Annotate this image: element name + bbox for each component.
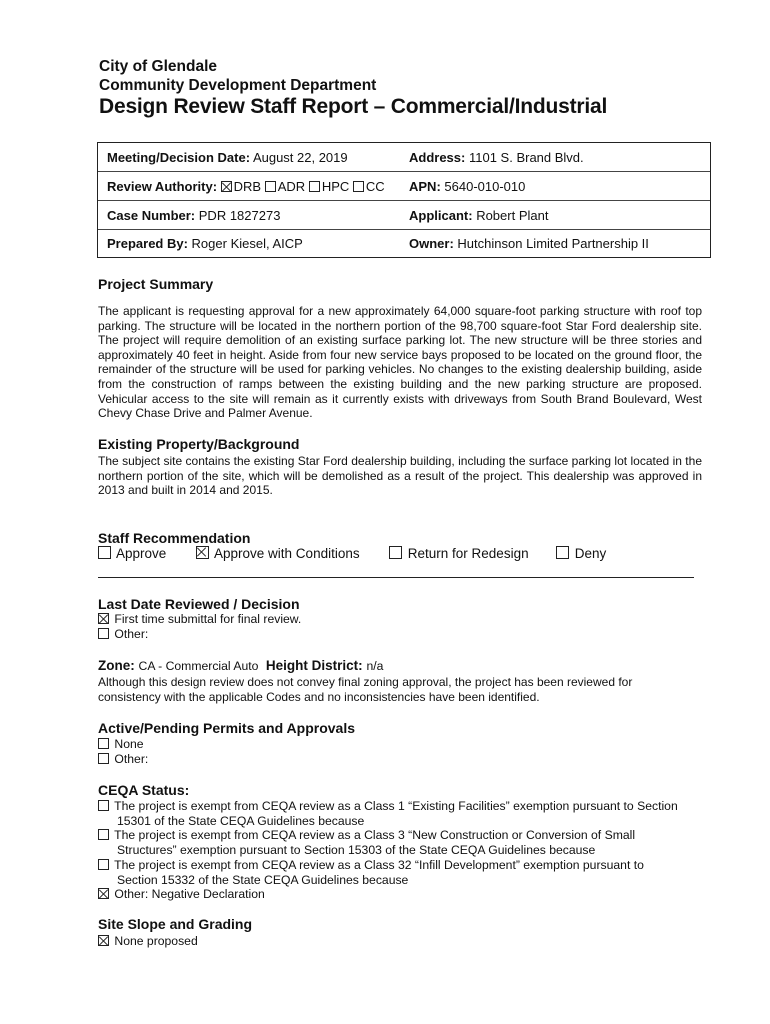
last-reviewed-item-other[interactable]: Other: (98, 627, 148, 641)
report-title: Design Review Staff Report – Commercial/Industrial (99, 95, 608, 118)
ceqa-item-other[interactable]: Other: Negative Declaration (98, 887, 265, 901)
ceqa-heading: CEQA Status: (98, 782, 190, 798)
zone-text: Although this design review does not convey final zoning approval, the project has been reviewed for consistency with the applicable Codes and no inconsistencies have been identified. (98, 675, 633, 704)
zone-line: Zone: CA - Commercial Auto Height District: n/a (98, 658, 384, 673)
checkbox-icon (98, 753, 109, 764)
checkbox-icon (98, 859, 109, 870)
checkbox-icon (556, 546, 569, 559)
background-heading: Existing Property/Background (98, 436, 300, 452)
review-authority: Review Authority: DRB ADR HPC CC (107, 179, 385, 194)
option-approve-with-conditions[interactable]: Approve with Conditions (196, 546, 360, 561)
checkbox-icon (309, 181, 320, 192)
ceqa-item-class32[interactable]: The project is exempt from CEQA review as a Class 32 “Infill Development” exemption pursuant to (98, 858, 644, 872)
org-name: City of Glendale (99, 58, 217, 75)
background-text: The subject site contains the existing Star Ford dealership building, including the surface parking lot located in the northern portion of the site, which will be demolished as a result of the project. This dealership was approved in 2013 and built in 2014 and 2015. (98, 454, 702, 498)
checkbox-icon (98, 546, 111, 559)
authority-drb[interactable]: DRB (221, 179, 261, 194)
last-reviewed-item-first-submittal[interactable]: First time submittal for final review. (98, 612, 301, 626)
checkbox-icon (98, 738, 109, 749)
apn: APN: 5640-010-010 (409, 179, 526, 194)
ceqa-item-class3[interactable]: The project is exempt from CEQA review as a Class 3 “New Construction or Conversion of Small (98, 828, 635, 842)
divider (98, 577, 694, 578)
case-number: Case Number: PDR 1827273 (107, 208, 281, 223)
permits-heading: Active/Pending Permits and Approvals (98, 720, 355, 736)
checkbox-checked-icon (221, 181, 232, 192)
meeting-date: Meeting/Decision Date: August 22, 2019 (107, 150, 348, 165)
ceqa-item-class3-cont: Structures” exemption pursuant to Section 15303 of the State CEQA Guidelines because (117, 843, 596, 857)
checkbox-checked-icon (98, 935, 109, 946)
checkbox-icon (265, 181, 276, 192)
checkbox-icon (98, 800, 109, 811)
checkbox-checked-icon (98, 613, 109, 624)
ceqa-item-class1-cont: 15301 of the State CEQA Guidelines because (117, 814, 365, 828)
option-approve[interactable]: Approve (98, 546, 166, 561)
authority-hpc[interactable]: HPC (309, 179, 349, 194)
info-box (97, 142, 711, 258)
staff-recommendation-heading: Staff Recommendation (98, 530, 251, 546)
permits-item-none[interactable]: None (98, 737, 144, 751)
site-slope-item-none[interactable]: None proposed (98, 934, 198, 948)
permits-item-other[interactable]: Other: (98, 752, 148, 766)
authority-cc[interactable]: CC (353, 179, 385, 194)
checkbox-icon (98, 628, 109, 639)
site-slope-heading: Site Slope and Grading (98, 916, 253, 932)
applicant: Applicant: Robert Plant (409, 208, 549, 223)
authority-adr[interactable]: ADR (265, 179, 305, 194)
option-deny[interactable]: Deny (556, 546, 606, 561)
checkbox-icon (353, 181, 364, 192)
checkbox-checked-icon (98, 888, 109, 899)
prepared-by: Prepared By: Roger Kiesel, AICP (107, 236, 303, 251)
checkbox-checked-icon (196, 546, 209, 559)
checkbox-icon (98, 829, 109, 840)
option-return-for-redesign[interactable]: Return for Redesign (389, 546, 529, 561)
address: Address: 1101 S. Brand Blvd. (409, 150, 584, 165)
ceqa-item-class32-cont: Section 15332 of the State CEQA Guidelines because (117, 873, 409, 887)
owner: Owner: Hutchinson Limited Partnership II (409, 236, 649, 251)
ceqa-item-class1[interactable]: The project is exempt from CEQA review as a Class 1 “Existing Facilities” exemption pursuant to Section (98, 799, 678, 813)
department-name: Community Development Department (99, 77, 377, 94)
checkbox-icon (389, 546, 402, 559)
last-reviewed-heading: Last Date Reviewed / Decision (98, 596, 300, 612)
project-summary-text: The applicant is requesting approval for a new approximately 64,000 square-foot parking structure with roof top parking. The structure will be located in the northern portion of the 98,700 square-foot Star Ford dealership site. The project will require demolition of an existing surface parking lot. The new structure will be three stories and approximately 40 feet in height. Aside from four new service bays proposed to be located on the ground floor, the remainder of the structure will be used for parking vehicles. No changes to the existing dealership building, aside from the construction of ramps between the existing building and the new parking structure are proposed. Vehicular access to the site will remain as it currently exists with driveways from South Brand Boulevard, West Chevy Chase Drive and Palmer Avenue. (98, 304, 702, 421)
project-summary-heading: Project Summary (98, 276, 214, 292)
